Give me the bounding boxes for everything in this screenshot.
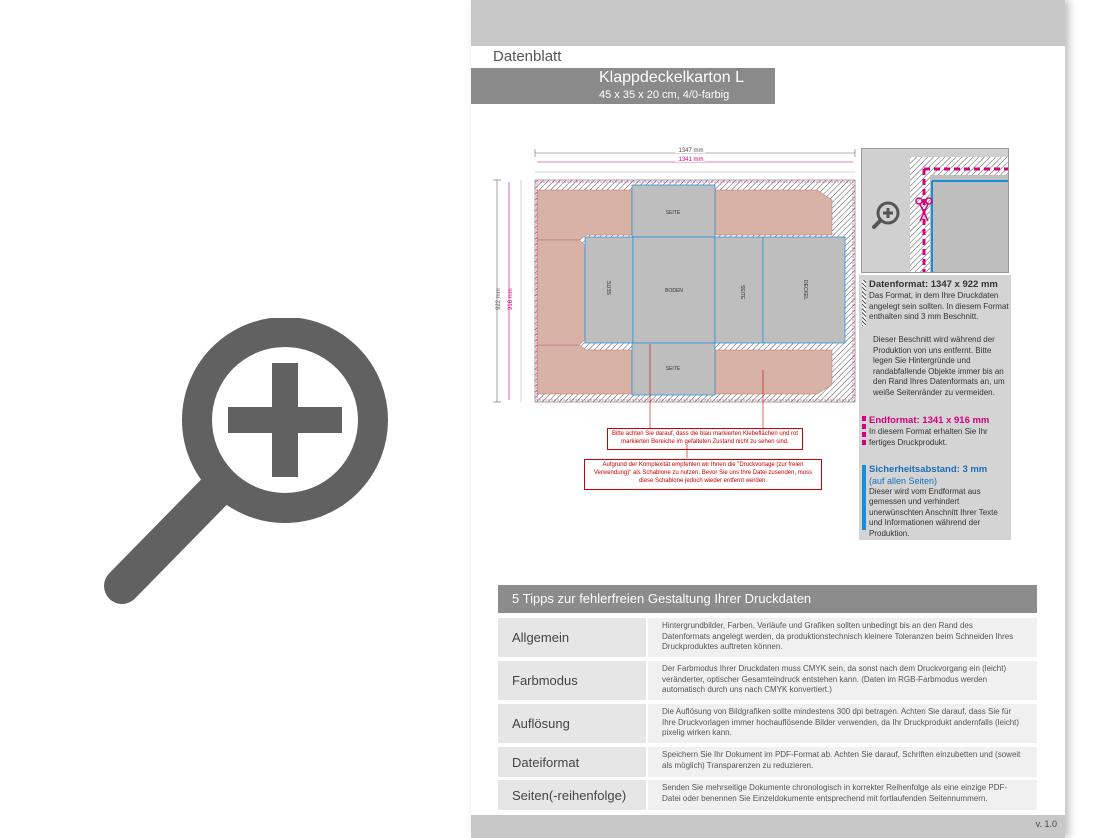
dim-outer-width: 1347 mm: [678, 148, 704, 154]
tip-row: [498, 704, 1037, 743]
endformat-marker: [862, 416, 866, 446]
dim-outer-height: 922 mm: [496, 288, 502, 310]
info-panel: [859, 275, 1011, 540]
tip-text: Hintergrundbilder, Farben, Verläufe und Grafiken sollten unbedingt bis an den Rand des Datenformats angelegt werden, da produktionstechnisch kleinere Toleranzen beim Schneiden Ihres Druckproduktes auftreten können.: [648, 618, 1037, 657]
panel-label-seite-right: SEITE: [739, 285, 745, 300]
tip-label: Auflösung: [498, 704, 646, 743]
datasheet-page: [471, 0, 1065, 838]
product-title: Klappdeckelkarton L: [599, 69, 744, 86]
sicherheit-sub: (auf allen Seiten): [869, 476, 938, 486]
tip-row: [498, 661, 1037, 700]
tip-row: [498, 747, 1037, 777]
tip-row: [498, 780, 1037, 810]
callout-template-hint: Aufgrund der Komplexität empfehlen wir Ihnen die "Druckvorlage (zur freien Verwendung)" als Schablone zu nutzen. Bevor Sie uns Ihre Datei zusenden, muss diese Schablone jedoch wieder entfernt werden.: [584, 459, 822, 490]
tips-header: 5 Tipps zur fehlerfreien Gestaltung Ihrer Druckdaten: [498, 585, 1037, 613]
dim-inner-width: 1341 mm: [678, 157, 704, 163]
sicherheit-marker: [862, 465, 866, 530]
tip-text: Speichern Sie Ihr Dokument im PDF-Format ab. Achten Sie darauf, Schriften einzubetten und (soweit als möglich) Transparenzen zu reduzieren.: [648, 747, 1037, 777]
beschnitt-text: Dieser Beschnitt wird während der Produktion von uns entfernt. Bitte legen Sie Hintergründe und randabfallende Objekte immer bis an den Rand Ihres Datenformats an, um weiße Seitenränder zu vermeiden.: [873, 335, 1005, 397]
panel-label-boden: BODEN: [665, 288, 683, 294]
panel-label-deckel: DECKEL: [802, 280, 808, 301]
product-subtitle: 45 x 35 x 20 cm, 4/0-farbig: [599, 89, 730, 101]
datenformat-title: Datenformat: 1347 x 922 mm: [869, 279, 998, 290]
header-band: [471, 0, 1065, 46]
endformat-text: In diesem Format erhalten Sie Ihr fertiges Druckprodukt.: [869, 427, 988, 447]
tip-label: Seiten(-reihenfolge): [498, 780, 646, 810]
version-label: v. 1.0: [1035, 819, 1057, 829]
sicherheit-title: Sicherheitsabstand: 3 mm: [869, 464, 988, 475]
panel-label-seite-left: SEITE: [607, 280, 613, 295]
tip-label: Allgemein: [498, 618, 646, 657]
callout-glue-areas: Bitte achten Sie darauf, dass die blau markierten Klebeflächen und rot markierten Bereiche im gefalteten Zustand nicht zu sehen sind.: [607, 428, 803, 450]
panel-label-seite-top: SEITE: [665, 210, 681, 216]
title-band: [471, 68, 775, 104]
sicherheit-text: Dieser wird vom Endformat aus gemessen und verhindert unerwünschten Anschnitt Ihrer Texte und Informationen während der Produktion.: [869, 486, 998, 538]
zoom-detail-box: [861, 148, 1009, 273]
tip-label: Dateiformat: [498, 747, 646, 777]
tip-row: [498, 618, 1037, 657]
datasheet-label: Datenblatt: [471, 46, 591, 68]
tip-text: Die Auflösung von Bildgrafiken sollte mindestens 300 dpi betragen. Achten Sie darauf, dass Sie für Ihre Druckvorlagen immer hochauflösende Bilder verwenden, da Ihr Druckprodukt andernfalls (leicht) pixelig wirken kann.: [648, 704, 1037, 743]
datenformat-text: Das Format, in dem Ihre Druckdaten angelegt sein sollten. In diesem Format enthalten sind 3 mm Beschnitt.: [869, 291, 1009, 321]
dim-inner-height: 916 mm: [508, 288, 514, 310]
zoom-in-icon[interactable]: [100, 318, 410, 618]
tip-label: Farbmodus: [498, 661, 646, 700]
datenformat-marker: [862, 280, 866, 326]
tip-text: Senden Sie mehrseitige Dokumente chronologisch in korrekter Reihenfolge als eine einzige PDF-Datei oder benennen Sie Einzeldokumente entsprechend mit fortlaufenden Seitennummern.: [648, 780, 1037, 810]
footer-band: [471, 815, 1065, 838]
zoom-in-icon[interactable]: [874, 203, 898, 227]
tip-text: Der Farbmodus Ihrer Druckdaten muss CMYK sein, da sonst nach dem Druckvorgang ein (leicht) veränderter, optischer Gesamteindruck entstehen kann. (Daten im RGB-Farbmodus werden automatisch durch uns nach CMYK konvertiert.): [648, 661, 1037, 700]
endformat-title: Endformat: 1341 x 916 mm: [869, 415, 990, 426]
panel-label-seite-bottom: SEITE: [665, 366, 681, 372]
